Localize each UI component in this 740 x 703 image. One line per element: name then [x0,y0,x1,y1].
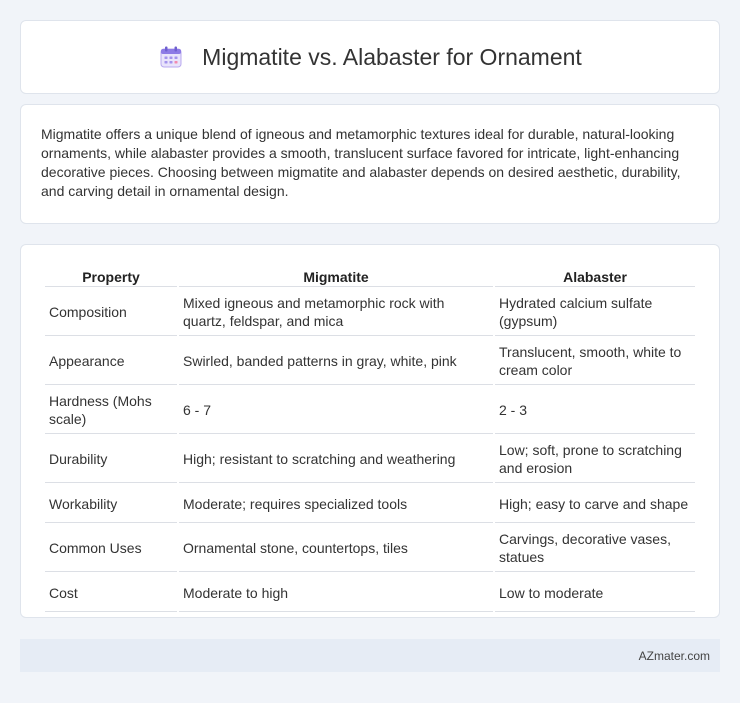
header-property: Property [45,265,177,287]
table-row [45,574,695,612]
migmatite-cell: Mixed igneous and metamorphic rock with quartz, feldspar, and mica [179,289,493,336]
alabaster-cell: Translucent, smooth, white to cream color [495,338,695,385]
table-row [45,338,695,385]
migmatite-cell: High; resistant to scratching and weathering [179,436,493,483]
page-title: Migmatite vs. Alabaster for Ornament [202,43,582,70]
header-migmatite: Migmatite [179,265,493,287]
alabaster-cell: Low; soft, prone to scratching and erosion [495,436,695,483]
property-cell: Hardness (Mohs scale) [45,387,177,434]
alabaster-cell: Carvings, decorative vases, statues [495,525,695,572]
footer-site-link[interactable]: AZmater.com [638,648,710,663]
comparison-table-card [20,244,720,618]
calendar-icon [158,44,184,70]
footer [20,639,720,672]
table-row [45,525,695,572]
property-cell: Composition [45,289,177,336]
header-alabaster: Alabaster [495,265,695,287]
table-header-row [45,265,695,287]
table-row [45,387,695,434]
property-cell: Durability [45,436,177,483]
alabaster-cell: Hydrated calcium sulfate (gypsum) [495,289,695,336]
property-cell: Cost [45,574,177,612]
header-card [20,20,720,94]
property-cell: Workability [45,485,177,523]
intro-text: Migmatite offers a unique blend of igneous and metamorphic textures ideal for durable, natural-looking ornaments, while alabaster provides a smooth, translucent surface favored for intricate, light-enhancing decorative pieces. Choosing between migmatite and alabaster depends on desired aesthetic, durability, and carving detail in ornamental design. [41,126,681,199]
alabaster-cell: 2 - 3 [495,387,695,434]
migmatite-cell: Moderate to high [179,574,493,612]
alabaster-cell: High; easy to carve and shape [495,485,695,523]
migmatite-cell: 6 - 7 [179,387,493,434]
property-cell: Common Uses [45,525,177,572]
comparison-table [43,263,697,614]
title-wrap [158,44,582,71]
migmatite-cell: Swirled, banded patterns in gray, white, pink [179,338,493,385]
migmatite-cell: Moderate; requires specialized tools [179,485,493,523]
intro-card [20,104,720,224]
alabaster-cell: Low to moderate [495,574,695,612]
table-row [45,436,695,483]
table-row [45,289,695,336]
migmatite-cell: Ornamental stone, countertops, tiles [179,525,493,572]
table-row [45,485,695,523]
property-cell: Appearance [45,338,177,385]
